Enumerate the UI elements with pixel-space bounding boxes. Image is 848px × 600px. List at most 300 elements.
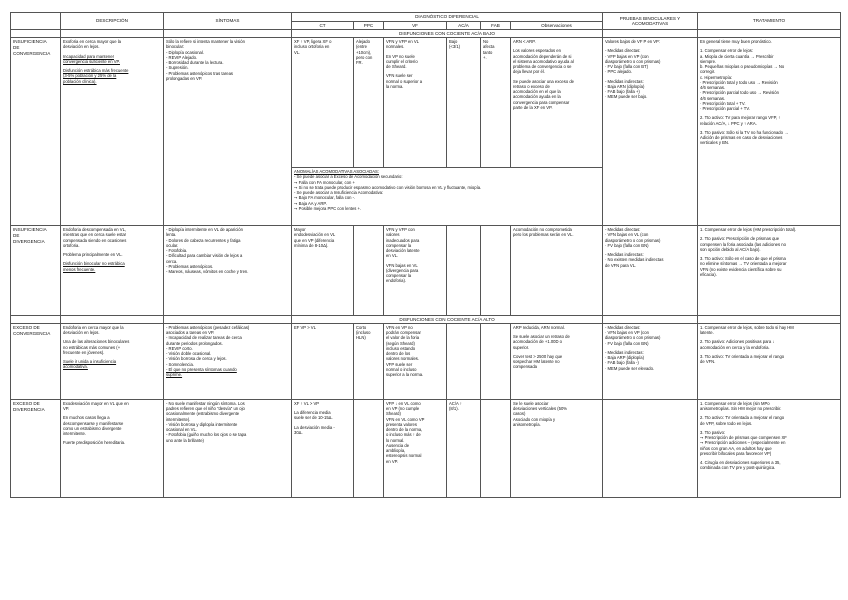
cell-text-line: en VP (no cumple <box>386 406 420 412</box>
cell-text-line: problema de convergencia o se <box>513 64 572 70</box>
cell-text-line: anisometropías. Sin HM mejor no prescribir. <box>700 406 782 412</box>
descripcion-cell <box>61 399 164 497</box>
cell-text-line: durante periodos prolongados. <box>166 340 223 346</box>
row-name-cell <box>11 226 61 316</box>
cell-text-line: · No existen medidas indirectas <box>605 257 664 263</box>
cell-text-line: VFN en VL como VP <box>386 416 425 422</box>
ct-cell <box>292 226 354 316</box>
tratamiento-cell <box>698 323 841 399</box>
cell-text-line: Bajo <box>449 39 458 45</box>
cell-text-line: Adición de prismas en caso de desviaciones <box>700 135 783 141</box>
cell-text-line: valores <box>386 232 400 238</box>
subheader-ppc: PPC <box>354 21 384 30</box>
cell-text-line: frecuente en jóvenes). <box>63 349 105 355</box>
cell-text-line: - Medidas indirectas: <box>605 349 644 355</box>
descripcion-cell <box>61 323 164 399</box>
cell-text-line: menos frecuente. <box>63 266 96 272</box>
cell-text-line: · PPC alejado. <box>605 69 632 75</box>
cell-text-line: diasporámetro o con prismas) <box>605 58 661 64</box>
cell-text-line: 3. Tto activo: Sólo en el caso de que el prisma <box>700 256 786 262</box>
cell-text-line: En VP no suele <box>386 53 415 59</box>
cell-text-line: convergencia para compensar <box>513 99 570 105</box>
cell-text-line: · Prescripción parcial + TV. <box>700 106 750 112</box>
pruebas-cell <box>603 323 698 399</box>
ct-cell <box>292 38 354 168</box>
cell-text-line: ➙ Si no se trata puede producir espasmo acomodativo con visión borrosa en VL y fluctuante, miopía. <box>294 184 482 190</box>
cell-text-line: - Supresión. <box>166 65 189 71</box>
cell-text-line: diasporámetro o con prismas) <box>605 335 661 341</box>
cell-text-line: EF VP > VL <box>294 324 316 330</box>
cell-text-line: que en VP (diferencia <box>294 237 335 243</box>
cell-text-line: ➙ Bajo FA monocular, falla con -. <box>294 195 356 201</box>
cell-text-line: VFN y VFP en VL <box>386 39 419 45</box>
cell-text-line: Se le suele asociar <box>513 400 549 406</box>
tratamiento-cell <box>698 226 841 316</box>
cell-text-line: uno ante la brillante) <box>166 437 204 443</box>
cell-text-line: inadecuados para <box>386 237 420 243</box>
aca-cell <box>447 323 481 399</box>
aca-cell <box>447 226 481 316</box>
cell-text-line: ➙ Falla con FA monocular, con + <box>294 179 355 185</box>
cell-text-line: ambliopía, <box>386 448 406 454</box>
cell-text-line: Mayor <box>294 227 306 233</box>
subheader-ct: CT <box>292 21 354 30</box>
cell-text-line: combinada con TV pre y post-quirúrgica. <box>700 465 776 471</box>
cell-text-line: ➙ Baja AA y ARP. <box>294 200 327 206</box>
cell-text-line: 2. Tto pasivo: Prescripción de prismas que <box>700 236 780 242</box>
cell-text-line: · VFN bajas en VP (con <box>605 330 649 336</box>
cell-text-line: - Fotofobia. <box>166 248 188 254</box>
cell-text-line: no elimine síntomas → TV orientada a mejorar <box>700 261 787 267</box>
cell-text-line: - Somnolencia. <box>166 361 194 367</box>
cell-text-line: ➙ Posible mejora PPC con lentes +. <box>294 205 362 211</box>
cell-text-line: · VFN bajas en VL (con <box>605 232 649 238</box>
cell-text-line: Cover test > 2500 hay que <box>513 353 563 359</box>
fab-cell <box>481 226 511 316</box>
cell-text-line: Exoforia en cerca mayor que la <box>63 39 121 45</box>
cell-text-line: CONVERGENCIA <box>13 50 51 56</box>
cell-text-line: VFN en VP no <box>386 324 413 330</box>
cell-text-line: Asociado con miopía y <box>513 416 556 422</box>
section-title-aca-bajo: DISFUNCIONES CON COCIENTE AC/A BAJO <box>292 30 603 38</box>
cell-text-line: valores normales. <box>386 356 420 362</box>
cell-text-line: el valor de la foria <box>386 335 420 341</box>
cell-text-line: EXCESO DE <box>13 400 40 406</box>
cell-text-line: 1. Compensar error de lejos (HM prescripción total). <box>700 227 797 233</box>
cell-text-line: corregir. <box>700 69 716 75</box>
cell-text-line: intermitente. <box>63 431 87 437</box>
cell-text-line: dentro de los <box>386 351 411 357</box>
cell-text-line: - Visión borrosa de cerca y lejos. <box>166 356 227 362</box>
cell-text-line: (entre <box>356 44 367 50</box>
cell-text-line: · MEM puede ser elevado. <box>605 365 655 371</box>
cell-text-line: Los valores esperados en <box>513 48 561 54</box>
cell-text-line: (según Sheard) <box>386 340 415 346</box>
cell-text-line: de VFN. <box>700 359 716 365</box>
cell-text-line: Una de las alteraciones binoculares <box>63 339 130 345</box>
cell-text-line: En general tiene muy buen pronóstico. <box>700 39 772 45</box>
cell-text-line: ANOMALÍAS ACOMODATIVAS ASOCIADAS: <box>294 169 380 175</box>
cell-text-line: - Incapacidad de realizar tareas de cerca <box>166 335 242 341</box>
cell-text-line: Ausencia de <box>386 442 410 448</box>
aca-cell <box>447 399 481 497</box>
cell-text-line: (3-5% población y 25% de la <box>63 73 117 79</box>
cell-text-line: afecta <box>483 44 495 50</box>
cell-text-line: Sheard) <box>386 411 401 417</box>
cell-text-line: · Prescripción parcial todo uso → Revisión <box>700 90 779 96</box>
cell-text-line: · FV bajo (falla con BN) <box>605 242 649 248</box>
section-row-aca-bajo <box>11 30 841 38</box>
cell-text-line: descompensarse y manifestarse <box>63 420 124 426</box>
cell-text-line: mínima de 8-10Δ). <box>294 242 329 248</box>
header-descripcion: DESCRIPCIÓN <box>61 13 164 30</box>
fab-cell <box>481 38 511 168</box>
cell-text-line: EXCESO DE <box>13 324 40 330</box>
ppc-cell <box>354 399 384 497</box>
cell-text-line: pero los problemas serán en VL. <box>513 232 574 238</box>
pruebas-cell <box>603 226 698 316</box>
cell-text-line: - Dolores de cabeza recurrentes y fatiga <box>166 237 241 243</box>
cell-text-line: podrán compensar <box>386 330 421 336</box>
cell-text-line: de VFP, sobre todo en lejos. <box>700 420 753 426</box>
cell-text-line: - Medidas directas: <box>605 324 641 330</box>
cell-text-line: - Medidas indirectas: <box>605 78 644 84</box>
header-pruebas: PRUEBAS BINOCULARES Y ACOMODATIVAS <box>603 13 698 30</box>
cell-text-line: ocular. <box>166 242 179 248</box>
cell-text-line: No <box>483 39 489 45</box>
cell-text-line: Sólo la refiere si intenta mantener la visión <box>166 39 245 45</box>
cell-text-line: · FV bajo (falla con BN) <box>605 340 649 346</box>
header-row <box>11 13 841 22</box>
fab-cell <box>481 399 511 497</box>
pruebas-cell <box>603 38 698 226</box>
cell-text-line: - Visión borrosa y diplopía intermitente <box>166 421 238 427</box>
descripcion-cell <box>61 226 164 316</box>
cell-text-line: - Mareos, náuseas, vómitos en coche y tren. <box>166 269 249 275</box>
cell-text-line: convergencia suficiente en VP. <box>63 58 120 64</box>
cell-text-line: ortoforia. <box>63 242 80 248</box>
cell-text-line: cumplir el criterio <box>386 58 418 64</box>
subheader-observaciones: Observaciones <box>511 21 603 30</box>
cell-text-line: · VFP bajas en VP (con <box>605 53 649 59</box>
pruebas-cell <box>603 399 698 497</box>
cell-text-line: - Problemas astenópicos tras tareas <box>166 70 234 76</box>
sintomas-cell <box>164 323 292 399</box>
cell-text-line: (<3/1) <box>449 44 461 50</box>
cell-text-line: VFN (no existe evidencia científica sobre su <box>700 266 782 272</box>
cell-text-line: incluso ortoforia en <box>294 44 330 50</box>
cell-text-line: La diferencia media <box>294 410 331 416</box>
cell-text-line: verticales y BN. <box>700 140 730 146</box>
observaciones-cell <box>511 38 603 168</box>
cell-text-line: latente. <box>700 330 714 336</box>
cell-text-line: Disfunción estrábica más frecuente <box>63 68 129 74</box>
cell-text-line: 1. Compensar error de lejos: <box>700 48 754 54</box>
cell-text-line: INSUFICIENCIA <box>13 39 47 45</box>
cell-text-line: VFN bajas en VL <box>386 262 418 268</box>
cell-text-line: suprime. <box>166 372 183 378</box>
cell-text-line: padres refieren que el niño "desvía" un ojo <box>166 406 245 412</box>
cell-text-line: 1. Compensar error de lejos, sobre todo si hay HM <box>700 324 794 330</box>
cell-text-line: ➙ Prescripción adiciones – (especialmente en <box>700 440 786 446</box>
anomalias-cell <box>292 168 603 226</box>
cell-text-line: 30Δ. <box>294 429 303 435</box>
cell-text-line: superior a la norma. <box>386 372 424 378</box>
cell-text-line: Alejado <box>356 39 370 45</box>
cell-text-line: eficacia). <box>700 271 717 277</box>
cell-text-line: lenta. <box>166 232 177 238</box>
header-tratamiento: TRATAMIENTO <box>698 13 841 30</box>
cell-text-line: (incluso <box>356 330 371 336</box>
fab-cell <box>481 323 511 399</box>
cell-text-line: de VFN para VL. <box>605 262 637 268</box>
cell-text-line: siempre. <box>700 58 717 64</box>
cell-text-line: - Visión doble ocasional. <box>166 351 212 357</box>
cell-text-line: o incluso más ↑ de <box>386 432 421 438</box>
cell-text-line: ocasionalmente (estrabismo divergente <box>166 411 240 417</box>
cell-text-line: En muchos casos llega a <box>63 415 110 421</box>
cell-text-line: pero con <box>356 54 373 60</box>
cell-text-line: - Diplopía intermitente en VL de aparición <box>166 227 243 233</box>
cell-text-line: · FV bajo (falla con BT) <box>605 64 649 70</box>
observaciones-cell <box>511 323 603 399</box>
cell-text-line: acomodación de +1.00D o <box>513 339 563 345</box>
cell-text-line: 2. Tto activo: TV para mejorar rango VFP, ↑ <box>700 115 781 121</box>
cell-text-line: Valores bajos de VF P en VP: <box>605 39 661 45</box>
subheader-aca: AC/A <box>447 21 481 30</box>
cell-text-line: Suele ir unida a insuficiencia <box>63 359 117 365</box>
cell-text-line: c. Hipermetropía: <box>700 74 733 80</box>
cell-text-line: desviación latente <box>386 248 420 254</box>
cell-text-line: VL. <box>294 49 301 55</box>
cell-text-line: DIVERGENCIA <box>13 406 45 412</box>
cell-text-line: - Dificultad para cambiar visión de lejos a <box>166 253 243 259</box>
cell-text-line: XF ↑ VL > VP <box>294 400 320 406</box>
cell-text-line: VFN suele ser <box>386 73 413 79</box>
header-sintomas: SÍNTOMAS <box>164 13 292 30</box>
cell-text-line: Problema principalmente en VL. <box>63 252 123 258</box>
cell-text-line: 2. Tto activo: TV orientada a mejorar el rango <box>700 415 785 421</box>
table-row <box>11 323 841 399</box>
ppc-cell <box>354 38 384 168</box>
cell-text-line: compensen la foria asociada (las adiciones no <box>700 241 786 247</box>
cell-text-line: Se suele asociar un retraso de <box>513 334 570 340</box>
cell-text-line: DE <box>13 232 20 238</box>
cell-text-line: población clínica). <box>63 78 97 84</box>
subheader-vf: VF <box>384 21 447 30</box>
row-name-cell <box>11 38 61 226</box>
cell-text-line: - Fotofobia (guiño mucho los ojos o se tapa <box>166 432 247 438</box>
cell-text-line: acomodación en el que la <box>513 89 561 95</box>
observaciones-cell <box>511 226 603 316</box>
ppc-cell <box>354 323 384 399</box>
cell-text-line: - Problemas astenópicos. <box>166 263 214 269</box>
cell-text-line: desviación en lejos. <box>63 44 100 50</box>
ct-cell <box>292 323 354 399</box>
cell-text-line: DIVERGENCIA <box>13 238 45 244</box>
cell-text-line: La desviación media - <box>294 424 335 430</box>
cell-text-line: incluso estando <box>386 345 416 351</box>
cell-text-line: - Diplopía ocasional. <box>166 49 204 55</box>
row-name-cell <box>11 399 61 497</box>
cell-text-line: asociados a tareas en VP. <box>166 330 215 336</box>
cell-text-line: el sistema acomodativo ayuda al <box>513 58 574 64</box>
cell-text-line: Exodesviación mayor en VL que en <box>63 400 129 406</box>
cell-text-line: intermitente). <box>166 416 191 422</box>
cell-text-line: 3. Tto pasivo: <box>700 429 726 435</box>
cell-text-line: Corto <box>356 324 367 330</box>
comparison-table <box>10 12 841 498</box>
cell-text-line: lo normal. <box>386 437 405 443</box>
cell-text-line: cerca. <box>166 258 178 264</box>
cell-text-line: - Medidas directas: <box>605 48 641 54</box>
cell-text-line: XF ↑ VP, ligera XF o <box>294 39 332 45</box>
cell-text-line: de Sheard. <box>386 64 407 70</box>
observaciones-cell <box>511 399 603 497</box>
ppc-cell <box>354 226 384 316</box>
cell-text-line: - REVIP corto. <box>166 345 193 351</box>
document-page <box>10 12 840 498</box>
cell-text-line: acomodación ayuda en la <box>513 94 561 100</box>
cell-text-line: Disfunción binocular no estrábica <box>63 261 125 267</box>
cell-text-line: - Problemas astenópicos (pesadez cefálicas) <box>166 324 250 330</box>
cell-text-line: dentro de la norma, <box>386 427 423 433</box>
cell-text-line: b. Pequeñas miopías o pseudomiopías → No <box>700 64 785 70</box>
cell-text-line: DE <box>13 44 20 50</box>
cell-text-line: relación AC/A, ↓ PPC y ↑ ARA. <box>700 120 757 126</box>
cell-text-line: VP. <box>63 406 70 412</box>
cell-text-line: - Se puede asociar a Insuficiencia Acomodativa: <box>294 190 384 196</box>
cell-text-line: 1. Compensar error de lejos (sin MPo <box>700 400 770 406</box>
sintomas-cell <box>164 399 292 497</box>
cell-text-line: sospechar HM latente no <box>513 359 560 365</box>
cell-text-line: ARP reducida, ARN normal. <box>513 324 565 330</box>
cell-text-line: diasporámetro o con prismas) <box>605 237 661 243</box>
cell-text-line: Endoforia en cerca mayor que la <box>63 324 124 330</box>
cell-text-line: 3. Tto pasivo: Sólo si la TV no ha funcionado → <box>700 129 789 135</box>
cell-text-line: Se puede asociar una exceso de <box>513 78 574 84</box>
vf-cell <box>384 38 447 168</box>
table-row <box>11 226 841 316</box>
cell-text-line: ➙ Prescripción de prismas que compensen XF <box>700 435 787 441</box>
header-diagnostico: DIAGNÓSTICO DIFERENCIAL <box>292 13 603 22</box>
cell-text-line: · FAB bajo (falla +) <box>605 89 640 95</box>
cell-text-line: Endoforia descompensada en VL, <box>63 227 127 233</box>
vf-cell <box>384 226 447 316</box>
aca-cell <box>447 38 481 168</box>
tratamiento-cell <box>698 38 841 226</box>
cell-text-line: desviación en lejos. <box>63 330 100 336</box>
descripcion-cell <box>61 38 164 226</box>
cell-text-line: - El que no presenta síntomas cuando <box>166 366 237 372</box>
cell-text-line: INSUFICIENCIA <box>13 227 47 233</box>
cell-text-line: VFN y VFP con <box>386 227 415 233</box>
cell-text-line: como un estrabismo divergente <box>63 425 122 431</box>
cell-text-line: CONVERGENCIA <box>13 330 51 336</box>
cell-text-line: 3. Tto activo: TV orientada a mejorar el rango <box>700 353 785 359</box>
cell-text-line: ocasional en VL. <box>166 427 197 433</box>
cell-text-line: endodesviación en VL <box>294 232 336 238</box>
cell-text-line: (8/1). <box>449 406 459 412</box>
cell-text-line: casos) <box>513 411 526 417</box>
cell-text-line: +. <box>483 54 487 60</box>
cell-text-line: presenta valores <box>386 421 417 427</box>
cell-text-line: deja llevar por él. <box>513 69 545 75</box>
cell-text-line: HLN) <box>356 335 366 341</box>
vf-cell <box>384 399 447 497</box>
cell-text-line: 2. Tto pasivo: Adiciones positivas para ↓ <box>700 339 775 345</box>
cell-text-line: en VP. <box>386 458 399 464</box>
cell-text-line: endoforia). <box>386 278 407 284</box>
cell-text-line: prescribir bifocales para favorecer VP) <box>700 450 772 456</box>
cell-text-line: compensada siendo en ocasiones <box>63 237 127 243</box>
cell-text-line: la norma. <box>386 83 404 89</box>
cell-text-line: · MEM puede ser bajo. <box>605 94 648 100</box>
cell-text-line: superior. <box>513 344 530 350</box>
cell-text-line: binocular: <box>166 44 185 50</box>
cell-text-line: acomodación dependerán de si <box>513 53 572 59</box>
subheader-fab: FAB <box>481 21 511 30</box>
sintomas-cell <box>164 226 292 316</box>
cell-text-line: Incapacidad para mantener <box>63 53 114 59</box>
cell-text-line: · Baja ARN (diplopía) <box>605 83 645 89</box>
cell-text-line: (divergencia para <box>386 267 419 273</box>
cell-text-line: · Prescripción total y todo uso → Revisión <box>700 79 778 85</box>
cell-text-line: - REVIP Alejado. <box>166 54 198 60</box>
cell-text-line: compensar la <box>386 273 412 279</box>
cell-text-line: anisometropía. <box>513 421 541 427</box>
cell-text-line: VFP suele ser <box>386 361 413 367</box>
cell-text-line: parte de la XF en VP. <box>513 104 553 110</box>
sintomas-cell <box>164 38 292 226</box>
cell-text-line: 4/6 semanas. <box>700 85 726 91</box>
section-title-aca-alto: DISFUNCIONES CON COCIENTE AC/A ALTO <box>292 316 603 324</box>
vf-cell <box>384 323 447 399</box>
cell-text-line: ARN < ARP. <box>513 39 536 45</box>
cell-text-line: prolongadas en VP. <box>166 75 203 81</box>
cell-text-line: normal o incluso <box>386 366 417 372</box>
cell-text-line: normal o superior a <box>386 78 423 84</box>
cell-text-line: Fuerte predisposición hereditaria. <box>63 440 126 446</box>
cell-text-line: FR. <box>356 60 363 66</box>
cell-text-line: Acomodación no comprometida <box>513 227 572 233</box>
cell-text-line: AC/A ↑ <box>449 400 462 406</box>
cell-text-line: - Borrosidad durante la lectura. <box>166 60 224 66</box>
cell-text-line: · Baja ARP (diplopía) <box>605 355 645 361</box>
section-row-aca-alto <box>11 316 841 324</box>
cell-text-line: a. Miopía de cierta cuantía → Prescribir <box>700 53 774 59</box>
cell-text-line: estereopsis normal <box>386 453 422 459</box>
cell-text-line: desviaciones verticales (50% <box>513 406 567 412</box>
cell-text-line: · Prescripción total + TV. <box>700 100 746 106</box>
cell-text-line: compensada <box>513 364 537 370</box>
cell-text-line: suele ser de 10-15Δ. <box>294 415 333 421</box>
ct-cell <box>292 399 354 497</box>
cell-text-line: en VL. <box>386 253 399 259</box>
cell-text-line: retraso o exceso de <box>513 83 550 89</box>
cell-text-line: 4/6 semanas. <box>700 95 726 101</box>
cell-text-line: VFP ↓ en VL como <box>386 400 421 406</box>
cell-text-line: no estrábicas más comunes (+ <box>63 344 121 350</box>
cell-text-line: - No suele manifestar ningún síntoma. Los <box>166 400 245 406</box>
cell-text-line: · FAB bajo (falla -) <box>605 360 639 366</box>
cell-text-line: mientras que en cerca suele estar <box>63 232 127 238</box>
cell-text-line: - Se puede asociar a Exceso de Acomodación secundario: <box>294 174 403 180</box>
row-name-cell <box>11 323 61 399</box>
cell-text-line: tanto <box>483 49 493 55</box>
cell-text-line: - Medidas directas: <box>605 227 641 233</box>
cell-text-line: compensar la <box>386 242 412 248</box>
